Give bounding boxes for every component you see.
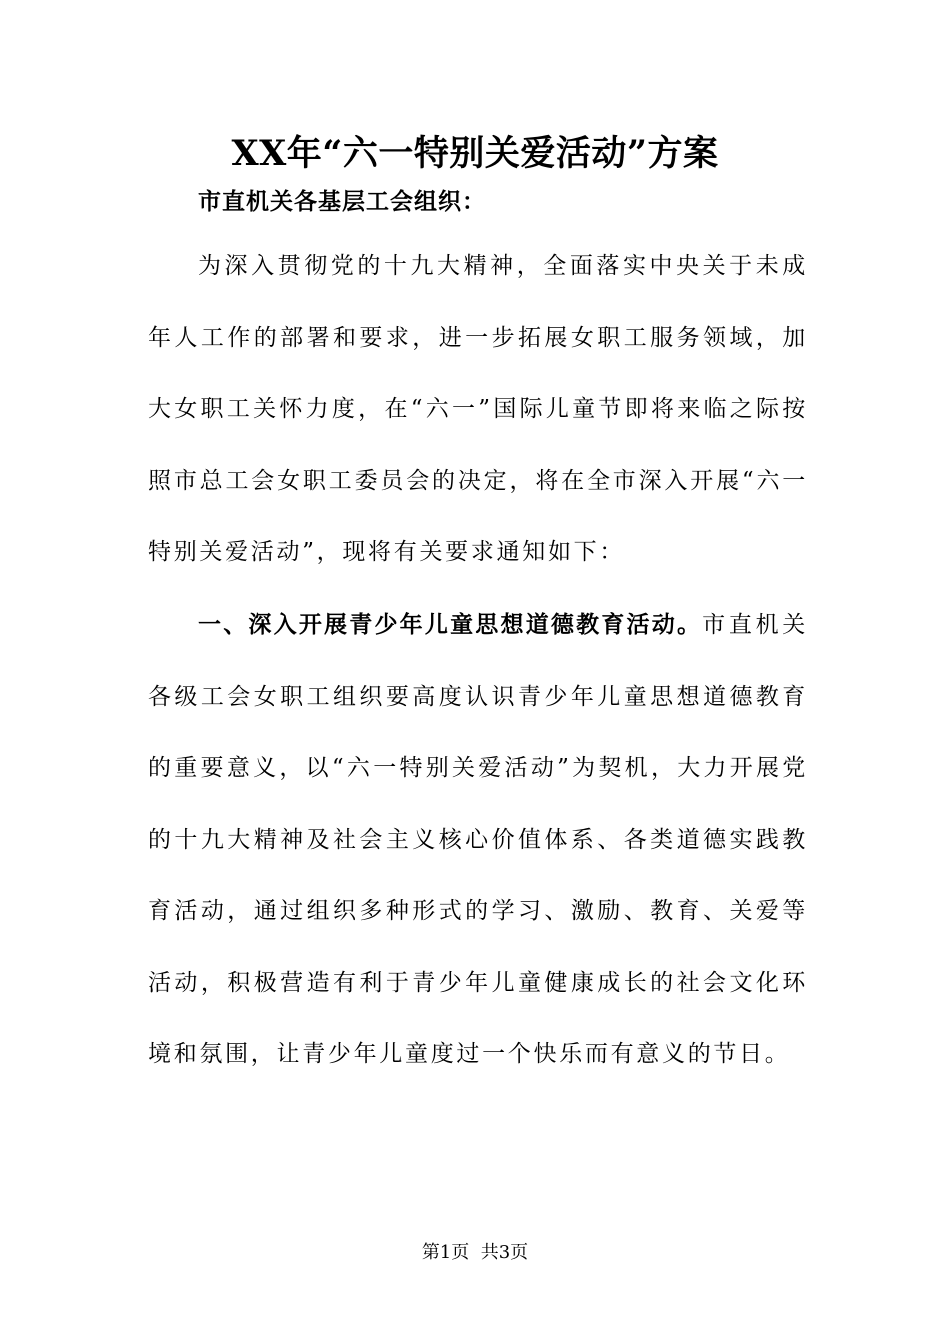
document-title: XX年“六一特别关爱活动”方案: [231, 133, 719, 174]
salutation: 市直机关各基层工会组织：: [198, 189, 486, 215]
section-1-heading: 一、深入开展青少年儿童思想道德教育活动。: [198, 612, 703, 638]
page-number: 第1页: [421, 1242, 470, 1263]
intro-paragraph: 为深入贯彻党的十九大精神，全面落实中央关于未成年人工作的部署和要求，进一步拓展女职工服务领域，加大女职工关怀力度，在“六一”国际儿童节即将来临之际按照市总工会女职工委员会的决定，将在全市深入开展“六一特别关爱活动”，现将有关要求通知如下：: [148, 253, 808, 565]
section-1-body: 市直机关各级工会女职工组织要高度认识青少年儿童思想道德教育的重要意义，以“六一特别关爱活动”为契机，大力开展党的十九大精神及社会主义核心价值体系、各类道德实践教育活动，通过组织多种形式的学习、激励、教育、关爱等活动，积极营造有利于青少年儿童健康成长的社会文化环境和氛围，让青少年儿童度过一个快乐而有意义的节日。: [148, 612, 808, 1067]
section-1-paragraph: [148, 590, 808, 1091]
page-total: 共3页: [480, 1242, 529, 1263]
page-footer: [0, 1238, 950, 1268]
